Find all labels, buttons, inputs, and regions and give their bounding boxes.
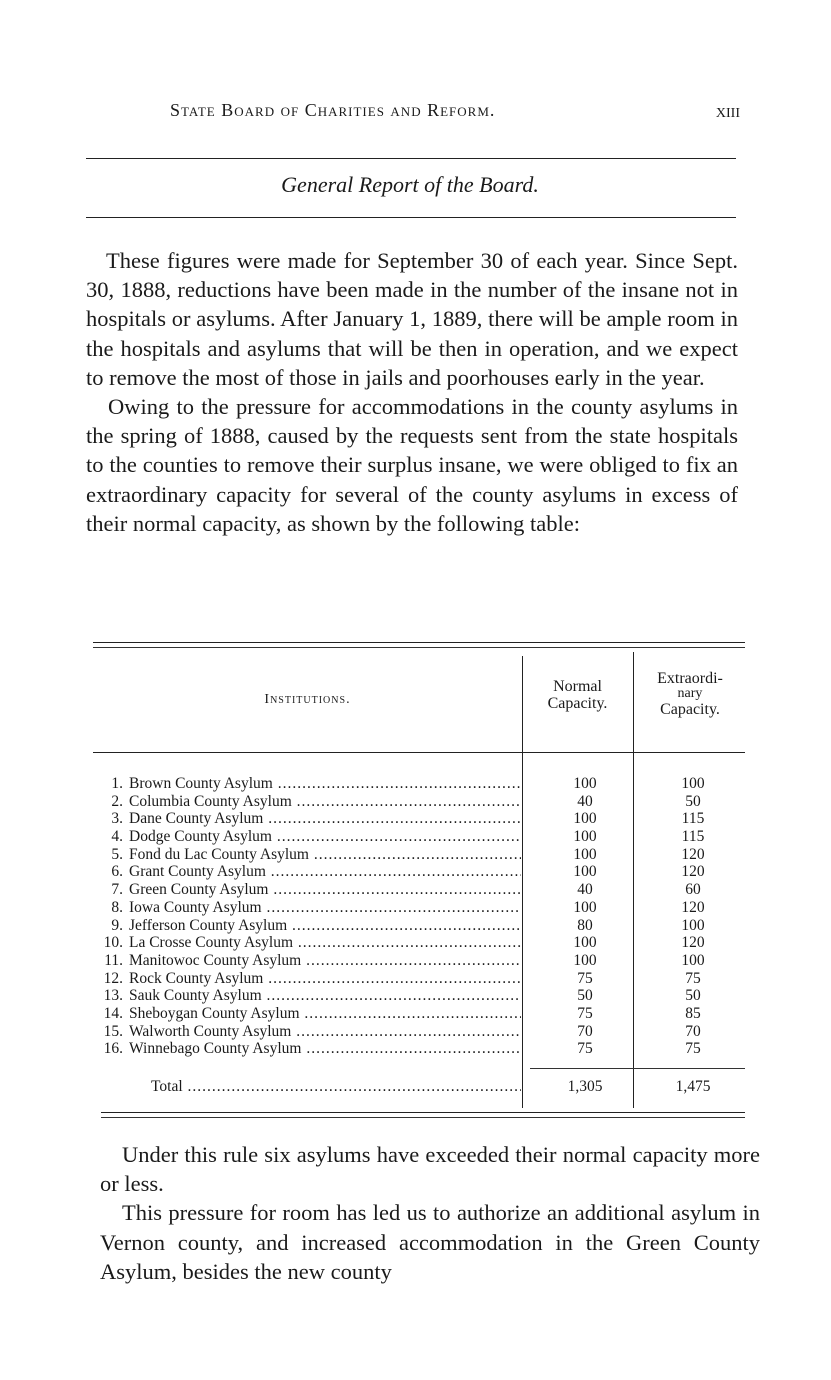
extraordinary-capacity: 50 [685, 987, 701, 1005]
table-row [93, 899, 745, 917]
institution-name: Sheboygan County Asylum ..... [129, 1005, 521, 1023]
table-rule-header-bottom [93, 752, 745, 753]
row-number: 2. [111, 792, 123, 810]
table-row [93, 863, 745, 881]
total-extraordinary-capacity: 1,475 [675, 1078, 711, 1095]
extraordinary-capacity: 100 [681, 951, 705, 969]
row-number: 6. [111, 863, 123, 881]
row-number: 9. [111, 916, 123, 934]
table-rule-top-2 [93, 647, 745, 648]
extraordinary-capacity: 70 [685, 1022, 701, 1040]
table-row [93, 917, 745, 935]
paragraph: Under this rule six asylums have exceeded their normal capacity more or less. [100, 1142, 760, 1197]
institution-name: Iowa County Asylum ..... [129, 899, 521, 917]
row-number: 15. [103, 1022, 123, 1040]
table-row [93, 1040, 745, 1058]
extraordinary-capacity: 115 [681, 810, 705, 828]
institution-name: Jefferson County Asylum ..... [129, 917, 521, 935]
header-normal-line: Capacity. [547, 695, 608, 712]
row-number: 4. [111, 828, 123, 846]
row-number: 10. [103, 934, 123, 952]
extraordinary-capacity: 100 [681, 916, 705, 934]
section-subheading: General Report of the Board. [281, 172, 539, 197]
institution-name: Dodge County Asylum ..... [129, 828, 521, 846]
body-text-top [86, 246, 738, 538]
table-row [93, 1005, 745, 1023]
normal-capacity: 75 [577, 1004, 593, 1022]
row-number: 1. [111, 775, 123, 792]
total-rule [530, 1068, 745, 1069]
normal-capacity: 40 [577, 792, 593, 810]
extraordinary-capacity: 120 [681, 898, 705, 916]
normal-capacity: 100 [573, 775, 597, 792]
body-text-bottom [100, 1140, 760, 1286]
extraordinary-capacity: 60 [685, 881, 701, 899]
table-row [93, 881, 745, 899]
extraordinary-capacity: 75 [685, 969, 701, 987]
table-row [93, 952, 745, 970]
table-row [93, 793, 745, 811]
table-row [93, 846, 745, 864]
header-extraordinary-capacity [635, 670, 745, 718]
institution-name: Sauk County Asylum ..... [129, 987, 521, 1005]
table-row [93, 828, 745, 846]
institution-name: Fond du Lac County Asylum ..... [129, 846, 521, 864]
row-number: 11. [104, 951, 123, 969]
row-number: 12. [103, 969, 123, 987]
header-extra-line: Extraordi- [657, 670, 723, 687]
normal-capacity: 75 [577, 1040, 593, 1058]
total-normal-capacity: 1,305 [567, 1078, 603, 1095]
header-normal-capacity [524, 678, 631, 712]
institution-name: Manitowoc County Asylum ..... [129, 952, 521, 970]
header-normal-line: Normal [553, 678, 602, 695]
institution-name: Columbia County Asylum ..... [129, 793, 521, 811]
table-row [93, 1023, 745, 1041]
normal-capacity: 70 [577, 1022, 593, 1040]
normal-capacity: 100 [573, 828, 597, 846]
institution-name: Walworth County Asylum ..... [129, 1023, 521, 1041]
normal-capacity: 100 [573, 898, 597, 916]
header-extra-line: nary [677, 686, 703, 701]
row-number: 3. [111, 810, 123, 828]
table-rule-top-1 [93, 642, 745, 643]
table-row [93, 987, 745, 1005]
paragraph: These figures were made for September 30 of each year. Since Sept. 30, 1888, reductions have been made in the number of the insane not in hospitals or asylums. After January 1, 1889, there will be ample room in the hospitals and asylums that will be then in operation, and we expect to remove the most of those in jails and poorhouses early in the year. [86, 248, 738, 390]
table-row [93, 810, 745, 828]
page-number: xiii [715, 100, 740, 122]
table-row [93, 934, 745, 952]
normal-capacity: 40 [577, 881, 593, 899]
capacity-table [93, 640, 745, 1120]
header-institutions: Institutions. [264, 692, 351, 707]
extraordinary-capacity: 100 [681, 775, 705, 792]
normal-capacity: 50 [577, 987, 593, 1005]
normal-capacity: 100 [573, 863, 597, 881]
table-rule-bottom-2 [101, 1117, 745, 1118]
extraordinary-capacity: 120 [681, 934, 705, 952]
institution-name: Winnebago County Asylum ..... [129, 1040, 521, 1058]
paragraph: This pressure for room has led us to authorize an additional asylum in Vernon county, and increased accommodation in the Green County Asylum, besides the new county [100, 1200, 760, 1284]
extraordinary-capacity: 50 [685, 792, 701, 810]
institution-name: Rock County Asylum ..... [129, 970, 521, 988]
normal-capacity: 100 [573, 934, 597, 952]
institution-name: Brown County Asylum ..... [129, 775, 521, 793]
row-number: 16. [103, 1040, 123, 1058]
extraordinary-capacity: 85 [685, 1004, 701, 1022]
row-number: 8. [111, 898, 123, 916]
institution-name: Dane County Asylum ..... [129, 810, 521, 828]
normal-capacity: 100 [573, 845, 597, 863]
institution-name: Grant County Asylum ..... [129, 863, 521, 881]
extraordinary-capacity: 75 [685, 1040, 701, 1058]
normal-capacity: 75 [577, 969, 593, 987]
header-extra-line: Capacity. [660, 701, 720, 718]
institution-name: Green County Asylum ..... [129, 881, 521, 899]
row-number: 5. [111, 845, 123, 863]
total-label: Total ..... [151, 1077, 521, 1097]
extraordinary-capacity: 120 [681, 863, 705, 881]
normal-capacity: 80 [577, 916, 593, 934]
table-body [93, 775, 745, 1058]
paragraph: Owing to the pressure for accommodations in the county asylums in the spring of 1888, caused by the requests sent from the state hospitals to the counties to remove their surplus insane, we were obliged to fix an extraordinary capacity for several of the county asylums in excess of their normal capacity, as shown by the following table: [86, 394, 738, 536]
normal-capacity: 100 [573, 951, 597, 969]
header-rule-top [86, 158, 736, 159]
normal-capacity: 100 [573, 810, 597, 828]
header-rule-bottom [86, 217, 736, 218]
extraordinary-capacity: 120 [681, 845, 705, 863]
table-row [93, 970, 745, 988]
table-row [93, 775, 745, 793]
table-rule-bottom-1 [101, 1112, 745, 1113]
table-total-row [93, 1077, 745, 1097]
row-number: 13. [103, 987, 123, 1005]
row-number: 14. [103, 1004, 123, 1022]
running-title: State Board of Charities and Reform. [170, 100, 496, 120]
row-number: 7. [111, 881, 123, 899]
extraordinary-capacity: 115 [681, 828, 705, 846]
institution-name: La Crosse County Asylum ..... [129, 934, 521, 952]
